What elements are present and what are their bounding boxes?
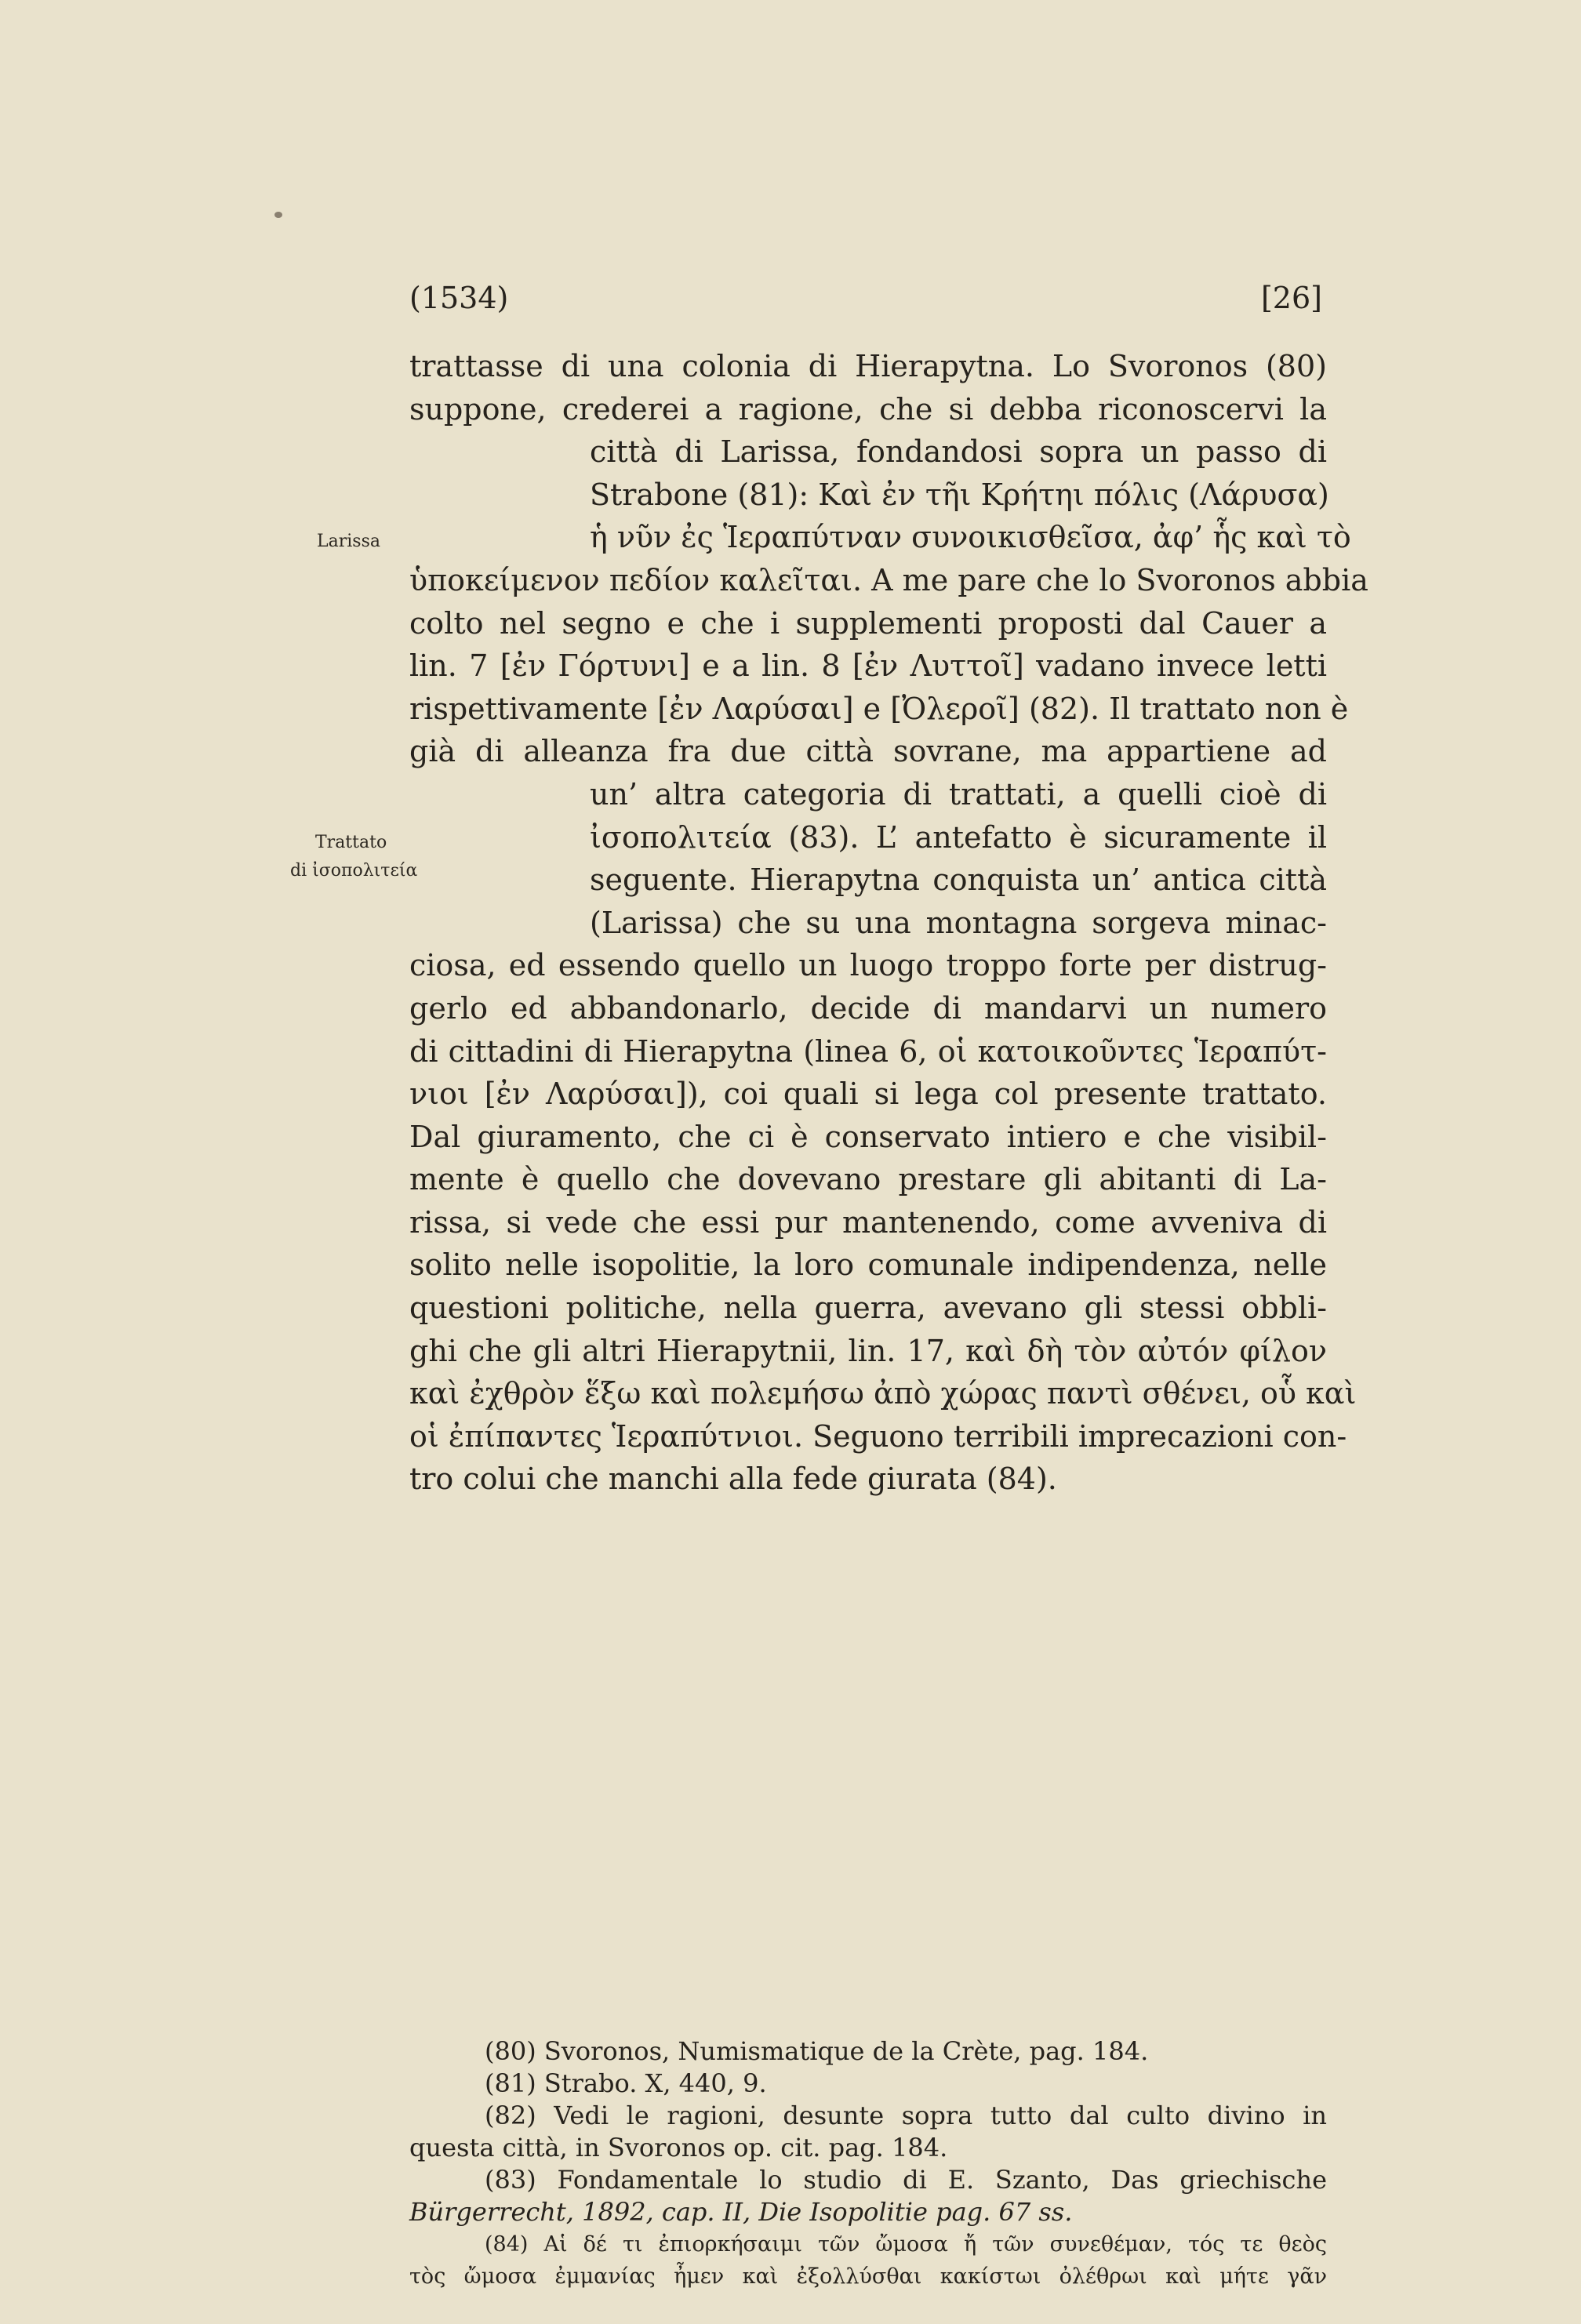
- paper-fleck: [274, 212, 282, 218]
- footnote-82-cont: questa città, in Svoronos op. cit. pag. 184.: [409, 2133, 948, 2162]
- margin-note-isopoliteia: di ἰσοπολιτεία: [290, 861, 418, 881]
- text-line: ἰσοπολιτεία (83). L’ antefatto è sicuramente il: [590, 819, 1327, 855]
- text-line: seguente. Hierapytna conquista un’ antica città: [590, 862, 1327, 898]
- main-text: [409, 345, 1368, 1501]
- page-number-right: [26]: [1260, 281, 1322, 315]
- text-line: un’ altra categoria di trattati, a quelli cioè di: [590, 776, 1327, 812]
- text-line: già di alleanza fra due città sovrane, ma appartiene ad: [409, 734, 1327, 769]
- text-line: ὑποκείμενον πεδίον καλεῖται. A me pare che lo Svoronos abbia: [409, 562, 1368, 597]
- text-line: ciosa, ed essendo quello un luogo troppo forte per distrug-: [409, 948, 1327, 983]
- text-line: gerlo ed abbandonarlo, decide di mandarvi un numero: [409, 990, 1327, 1026]
- text-line: καὶ ἐχθρὸν ἕξω καὶ πολεμήσω ἀπὸ χώρας παντὶ σθένει, οὗ καὶ: [409, 1376, 1357, 1411]
- text-line: trattasse di una colonia di Hierapytna. Lo Svoronos (80): [409, 349, 1327, 383]
- footnote-83-cont: Bürgerrecht, 1892, cap. II, Die Isopolitie pag. 67 ss.: [409, 2197, 1073, 2227]
- text-line: città di Larissa, fondandosi sopra un passo di: [590, 434, 1327, 470]
- text-line: tro colui che manchi alla fede giurata (84).: [409, 1462, 1057, 1497]
- footnote-84-cont: τὸς ὤμοσα ἐμμανίας ἦμεν καὶ ἐξολλύσθαι κακίστωι ὀλέθρωι καὶ μήτε γᾶν: [409, 2264, 1327, 2289]
- text-line: colto nel segno e che i supplementi proposti dal Cauer a: [409, 605, 1327, 641]
- footnote-80: (80) Svoronos, Numismatique de la Crète, pag. 184.: [485, 2036, 1149, 2066]
- text-line: questioni politiche, nella guerra, avevano gli stessi obbli-: [409, 1291, 1327, 1326]
- footnote-83: (83) Fondamentale lo studio di E. Szanto, Das griechische: [485, 2165, 1327, 2195]
- text-line: ghi che gli altri Hierapytnii, lin. 17, καὶ δὴ τὸν αὐτόν φίλον: [409, 1333, 1327, 1368]
- footnotes: [409, 2035, 1327, 2293]
- text-line: di cittadini di Hierapytna (linea 6, οἱ κατοικοῦντες Ἱεραπύτ-: [409, 1033, 1327, 1069]
- text-line: νιοι [ἐν Λαρύσαι]), coi quali si lega col presente trattato.: [409, 1077, 1327, 1112]
- text-line: mente è quello che dovevano prestare gli abitanti di La-: [409, 1162, 1327, 1197]
- footnote-81: (81) Strabo. X, 440, 9.: [485, 2068, 767, 2098]
- margin-note-larissa: Larissa: [317, 532, 380, 551]
- text-line: solito nelle isopolitie, la loro comunale indipendenza, nelle: [409, 1247, 1327, 1283]
- footnote-84: (84) Αἱ δέ τι ἐπιορκήσαιμι τῶν ὤμοσα ἤ τῶν συνεθέμαν, τός τε θεὸς: [485, 2232, 1327, 2257]
- text-line: Dal giuramento, che ci è conservato intiero e che visibil-: [409, 1119, 1327, 1154]
- text-line: lin. 7 [ἐν Γόρτυνι] e a lin. 8 [ἐν Λυττοῖ] vadano invece letti: [409, 648, 1327, 684]
- text-line: rissa, si vede che essi pur mantenendo, come avveniva di: [409, 1204, 1327, 1240]
- text-line: rispettivamente [ἐν Λαρύσαι] e [Ὀλεροῖ] (82). Il trattato non è: [409, 691, 1349, 726]
- text-line: (Larissa) che su una montagna sorgeva minac-: [590, 905, 1327, 940]
- footnote-82: (82) Vedi le ragioni, desunte sopra tutto dal culto divino in: [485, 2101, 1327, 2130]
- text-line: οἱ ἐπίπαντες Ἱεραπύτνιοι. Seguono terribili imprecazioni con-: [409, 1418, 1347, 1454]
- margin-note-trattato: Trattato: [315, 833, 387, 852]
- text-line: ἡ νῦν ἐς Ἱεραπύτναν συνοικισθεῖσα, ἀφ’ ἧς καὶ τὸ: [590, 520, 1351, 555]
- text-line: Strabone (81): Καὶ ἐν τῆι Κρήτηι πόλις (Λάρυσα): [590, 477, 1329, 512]
- text-line: suppone, crederei a ragione, che si debba riconoscervi la: [409, 391, 1327, 427]
- page-number-left: (1534): [409, 281, 509, 315]
